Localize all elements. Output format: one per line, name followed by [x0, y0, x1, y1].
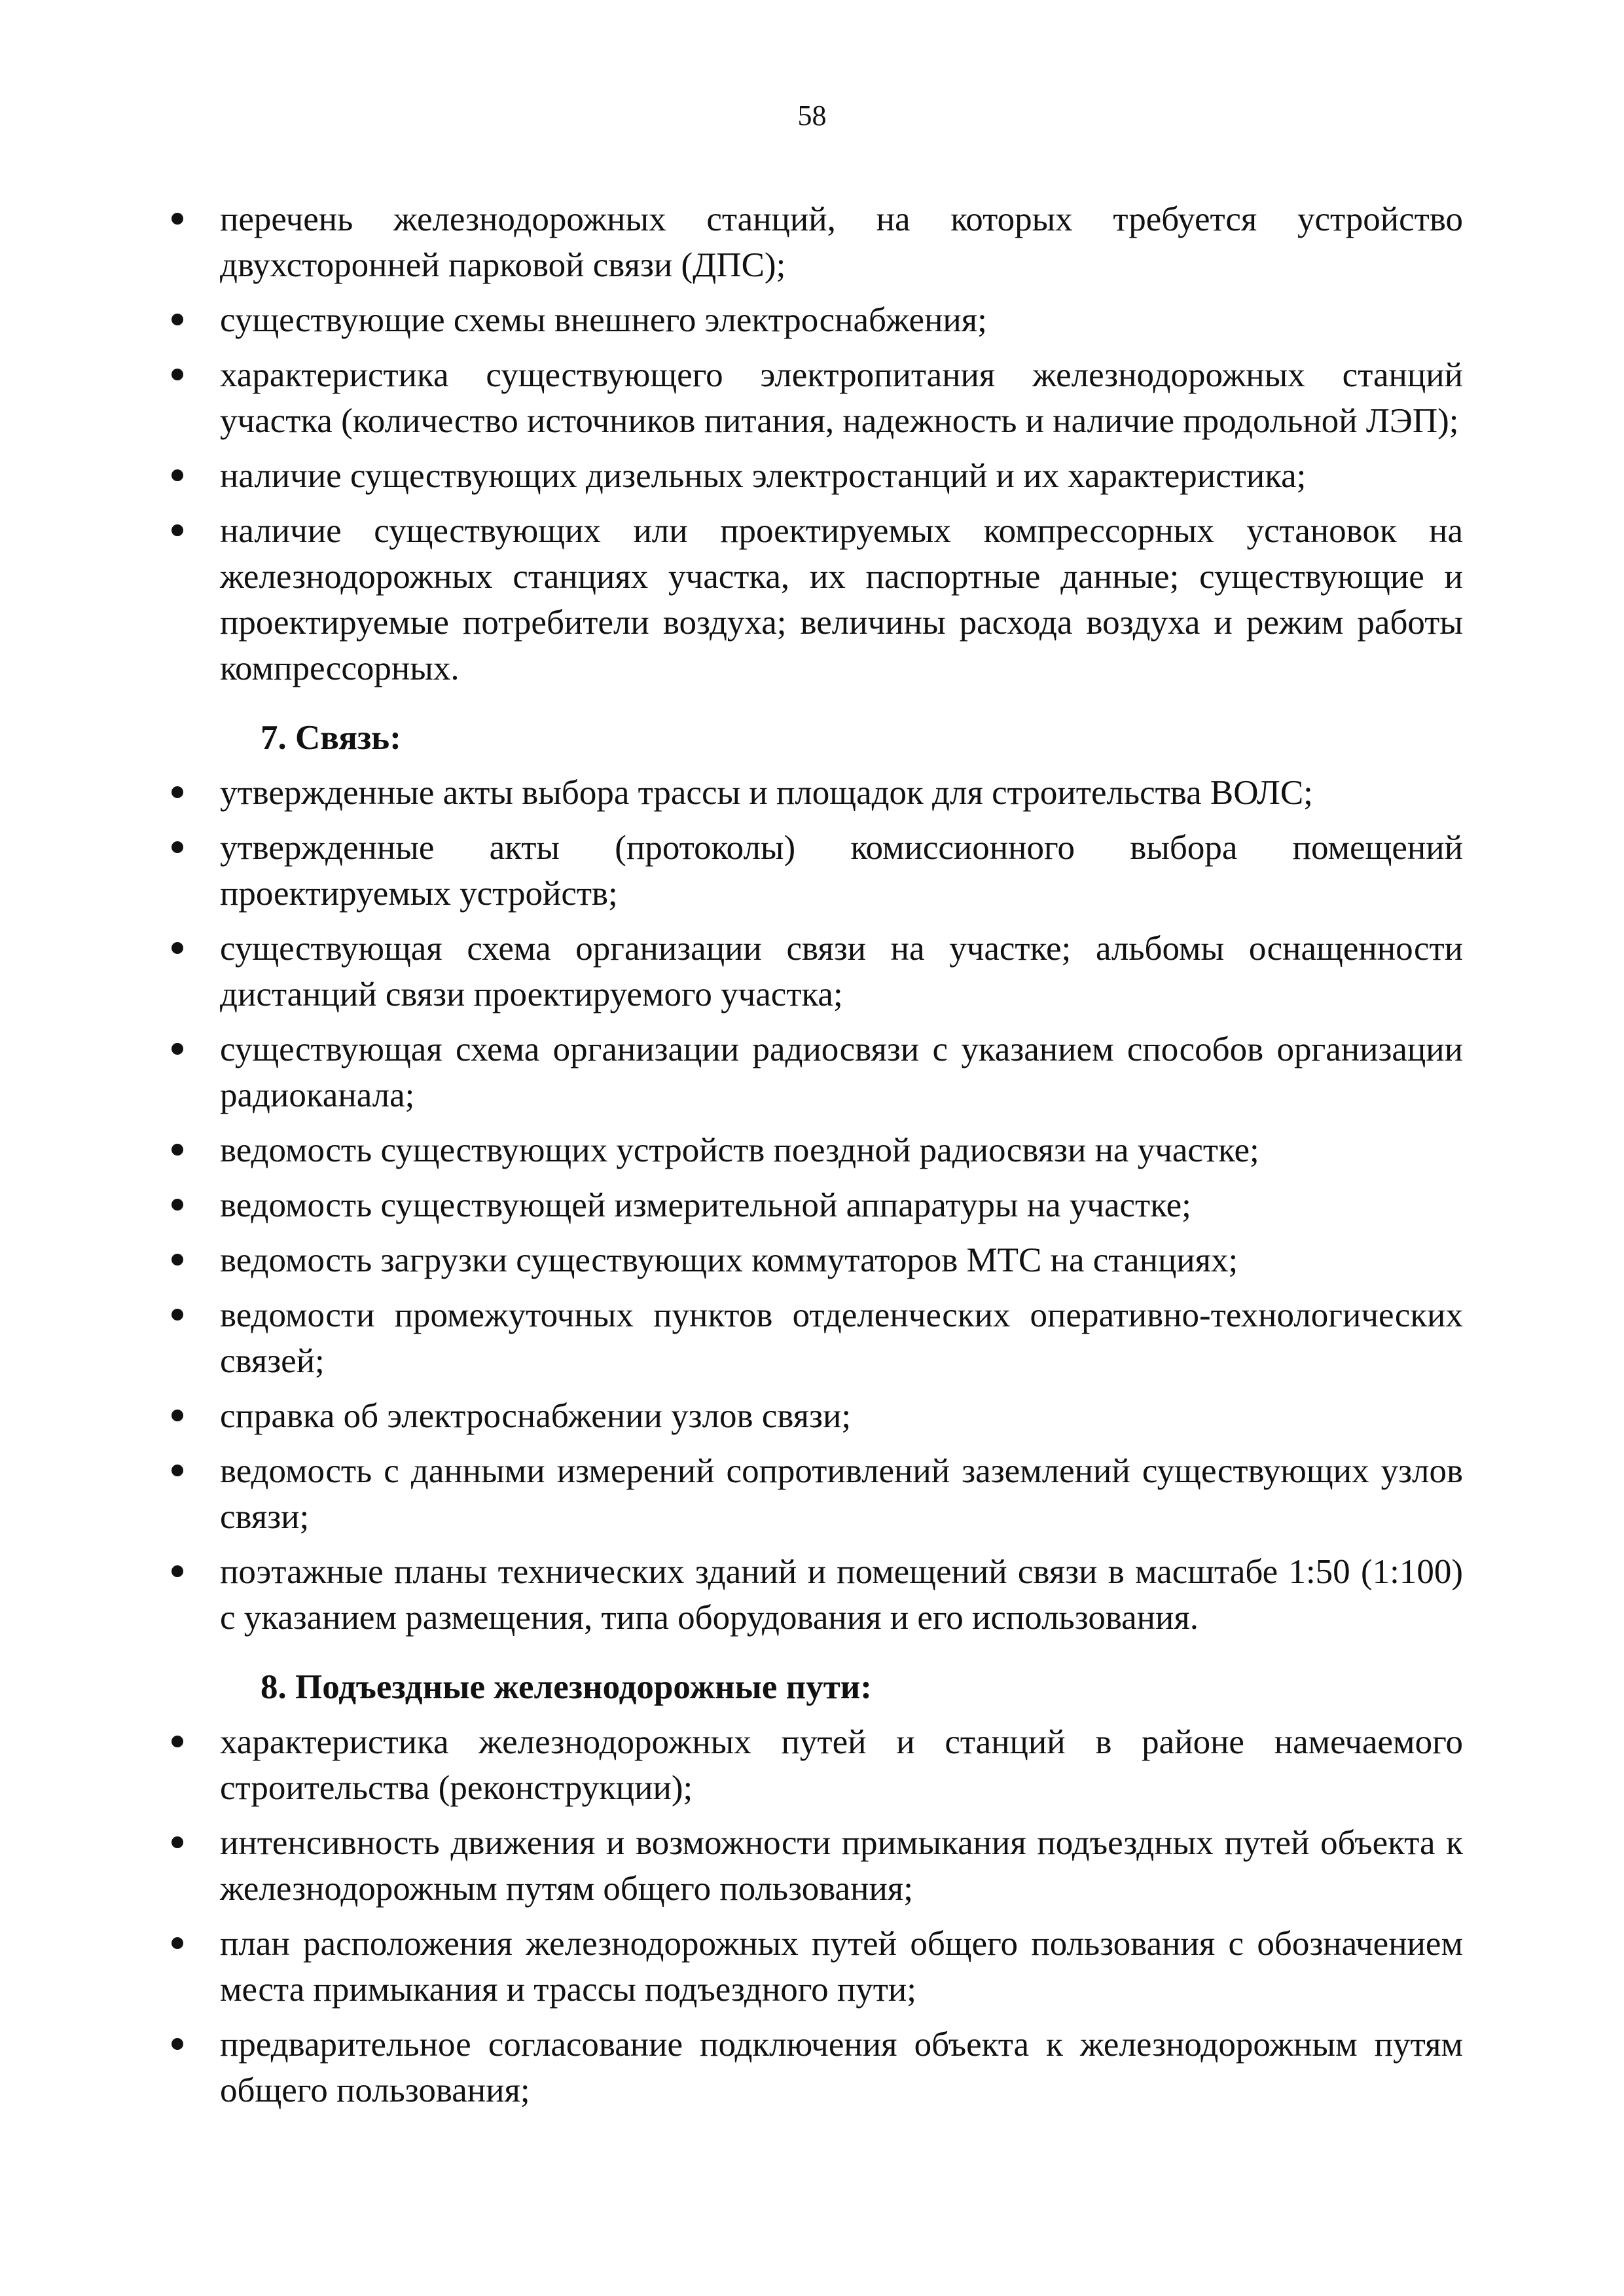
list-item	[164, 770, 1463, 816]
list-item-text: характеристика железнодорожных путей и станций в районе намечаемого строительства (реконструкции);	[220, 1723, 1463, 1807]
list-item-text: существующие схемы внешнего электроснабжения;	[220, 301, 987, 339]
list-item	[164, 1820, 1463, 1912]
list-item	[164, 1127, 1463, 1173]
list-item	[164, 196, 1463, 288]
bullet-icon	[171, 786, 183, 798]
list-item-text: характеристика существующего электропитания железнодорожных станций участка (количество источников питания, надежность и наличие продольной ЛЭП);	[220, 356, 1463, 440]
list-item-text: существующая схема организации радиосвязи с указанием способов организации радиоканала;	[220, 1030, 1463, 1114]
list-item	[164, 1393, 1463, 1439]
list-item	[164, 1182, 1463, 1228]
bullet-icon	[171, 1465, 183, 1476]
list-item-text: перечень железнодорожных станций, на которых требуется устройство двухсторонней парковой связи (ДПС);	[220, 200, 1463, 284]
list-item	[164, 352, 1463, 444]
list-item	[164, 1448, 1463, 1540]
bullet-icon	[171, 1043, 183, 1055]
list-item-text: ведомости промежуточных пунктов отделенческих оперативно-технологических связей;	[220, 1296, 1463, 1380]
section-8-heading: 8. Подъездные железнодорожные пути:	[261, 1668, 872, 1706]
list-item-text: поэтажные планы технических зданий и помещений связи в масштабе 1:50 (1:100) с указанием размещения, типа оборудования и его использования.	[220, 1553, 1463, 1637]
list-item	[164, 1237, 1463, 1283]
bullet-icon	[171, 1410, 183, 1421]
bullet-icon	[171, 1254, 183, 1266]
list-item	[164, 825, 1463, 917]
list-item	[164, 1921, 1463, 2013]
list-item-text: интенсивность движения и возможности примыкания подъездных путей объекта к железнодорожным путям общего пользования;	[220, 1824, 1463, 1908]
list-item-text: наличие существующих или проектируемых компрессорных установок на железнодорожных станциях участка, их паспортные данные; существующие и проектируемые потребители воздуха; величины расхода воздуха и режим работы компрессорных.	[220, 512, 1463, 687]
bullet-icon	[171, 469, 183, 481]
bullet-icon	[171, 1937, 183, 1949]
bullet-icon	[171, 942, 183, 954]
list-item-text: утвержденные акты выбора трассы и площадок для строительства ВОЛС;	[220, 774, 1313, 812]
list-item-text: план расположения железнодорожных путей общего пользования с обозначением места примыкания и трассы подъездного пути;	[220, 1925, 1463, 2009]
bullet-icon	[171, 1144, 183, 1156]
bullet-icon	[171, 841, 183, 853]
bullet-icon	[171, 1736, 183, 1747]
bullet-icon	[171, 1309, 183, 1321]
list-item	[164, 1719, 1463, 1811]
list-item-text: утвержденные акты (протоколы) комиссионного выбора помещений проектируемых устройств;	[220, 829, 1463, 913]
list-item-text: существующая схема организации связи на участке; альбомы оснащенности дистанций связи проектируемого участка;	[220, 930, 1463, 1013]
bullet-icon	[171, 314, 183, 325]
list-item-text: ведомость с данными измерений сопротивлений заземлений существующих узлов связи;	[220, 1452, 1463, 1536]
list-item	[164, 1549, 1463, 1641]
bullet-icon	[171, 524, 183, 536]
page-content	[164, 196, 1463, 2123]
list-item	[164, 1292, 1463, 1384]
page-number: 58	[797, 100, 827, 132]
list-item	[164, 926, 1463, 1017]
bullet-icon	[171, 369, 183, 380]
list-item	[164, 1027, 1463, 1118]
list-item-text: ведомость загрузки существующих коммутаторов МТС на станциях;	[220, 1241, 1238, 1279]
list-item	[164, 297, 1463, 343]
list-item-text: наличие существующих дизельных электростанций и их характеристика;	[220, 457, 1307, 495]
list-item-text: предварительное согласование подключения объекта к железнодорожным путям общего пользования;	[220, 2026, 1463, 2109]
intro-list	[164, 196, 1463, 691]
section-7-list	[164, 770, 1463, 1641]
bullet-icon	[171, 213, 183, 225]
list-item-text: ведомость существующих устройств поездной радиосвязи на участке;	[220, 1131, 1259, 1169]
bullet-icon	[171, 1199, 183, 1211]
section-8-list	[164, 1719, 1463, 2113]
list-item	[164, 2022, 1463, 2113]
list-item	[164, 508, 1463, 691]
list-item-text: ведомость существующей измерительной аппаратуры на участке;	[220, 1186, 1191, 1224]
list-item	[164, 453, 1463, 499]
bullet-icon	[171, 2038, 183, 2050]
bullet-icon	[171, 1565, 183, 1577]
list-item-text: справка об электроснабжении узлов связи;	[220, 1397, 852, 1435]
bullet-icon	[171, 1836, 183, 1848]
section-7-heading: 7. Связь:	[261, 719, 401, 757]
